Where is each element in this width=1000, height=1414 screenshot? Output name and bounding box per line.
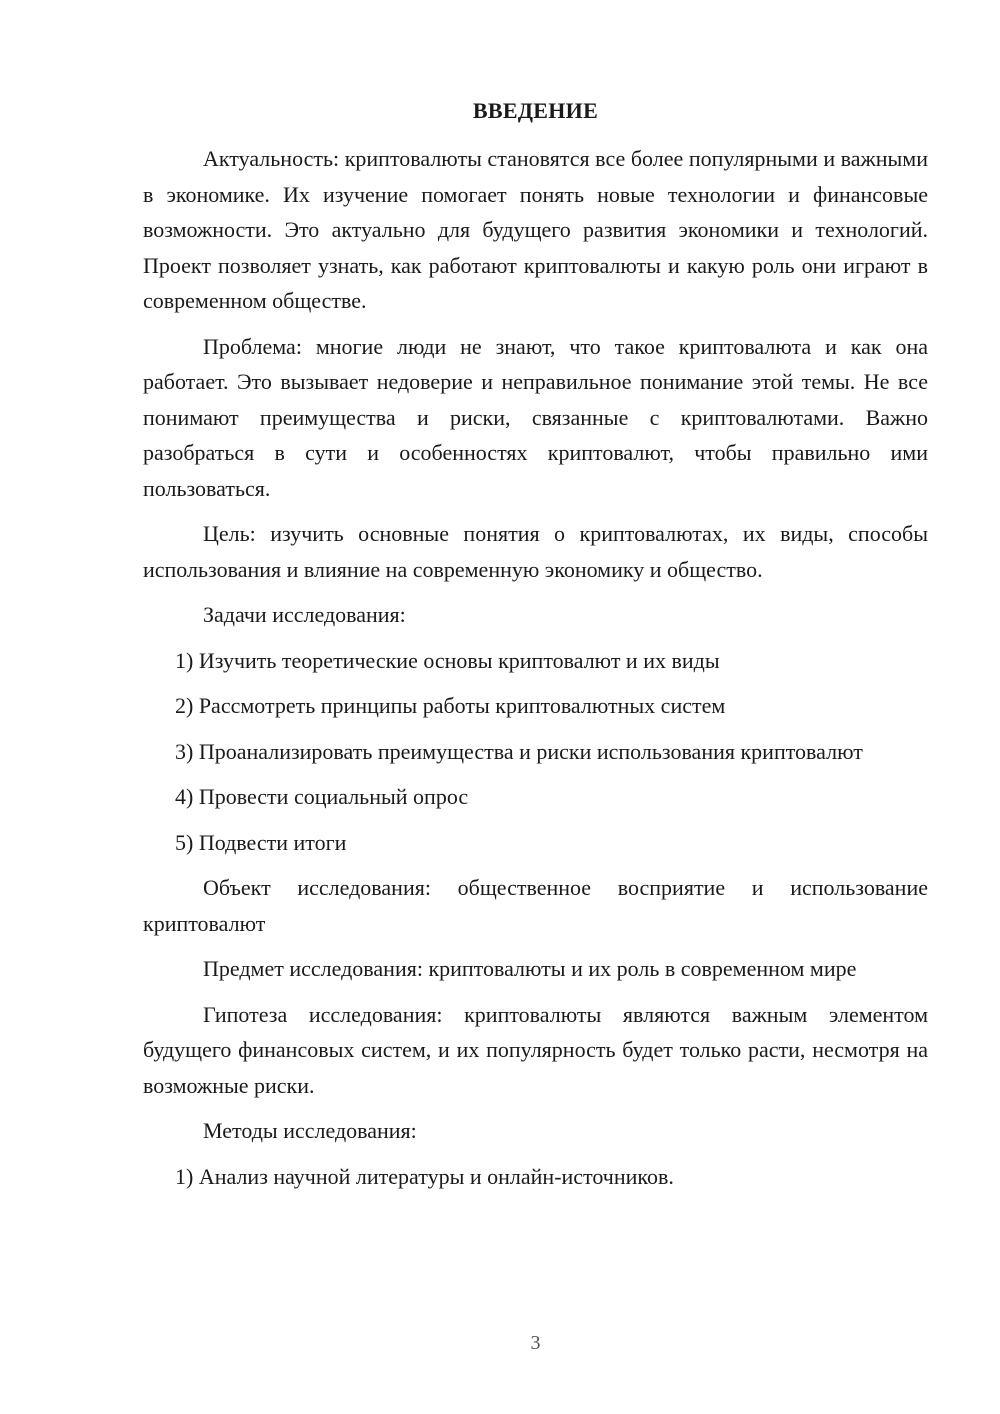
- document-body: [143, 141, 928, 1204]
- subject-paragraph: Предмет исследования: криптовалюты и их роль в современном мире: [203, 956, 857, 981]
- hypothesis-paragraph: Гипотеза исследования: криптовалюты являются важным элементом будущего финансовых систем, и их популярность будет только расти, несмотря на возможные риски.: [143, 1001, 928, 1098]
- task-item: 4) Провести социальный опрос: [175, 784, 469, 809]
- task-item: 5) Подвести итоги: [175, 829, 347, 855]
- document-page: [143, 0, 928, 1414]
- section-title: ВВЕДЕНИЕ: [472, 98, 599, 123]
- tasks-heading: Задачи исследования:: [203, 602, 406, 627]
- task-item: 1) Изучить теоретические основы криптовалют и их виды: [175, 647, 720, 673]
- method-item: 1) Анализ научной литературы и онлайн-источников.: [175, 1163, 674, 1189]
- page-number: 3: [530, 1332, 541, 1354]
- methods-heading: Методы исследования:: [203, 1118, 417, 1143]
- relevance-paragraph: Актуальность: криптовалюты становятся все более популярными и важными в экономике. Их изучение помогает понять новые технологии и финансовые возможности. Это актуально для будущего развития экономики и технологий. Проект позволяет узнать, как работают криптовалюты и какую роль они играют в современном обществе.: [143, 146, 928, 313]
- object-paragraph: Объект исследования: общественное восприятие и использование криптовалют: [143, 875, 928, 936]
- problem-paragraph: Проблема: многие люди не знают, что такое криптовалюта и как она работает. Это вызывает недоверие и неправильное понимание этой темы. Не все понимают преимущества и риски, связанные с криптовалютами. Важно разобраться в сути и особенностях криптовалют, чтобы правильно ими пользоваться.: [143, 333, 928, 501]
- task-item: 2) Рассмотреть принципы работы криптовалютных систем: [175, 693, 726, 718]
- goal-paragraph: Цель: изучить основные понятия о криптовалютах, их виды, способы использования и влияние на современную экономику и общество.: [143, 521, 928, 582]
- task-item: 3) Проанализировать преимущества и риски использования криптовалют: [175, 738, 863, 764]
